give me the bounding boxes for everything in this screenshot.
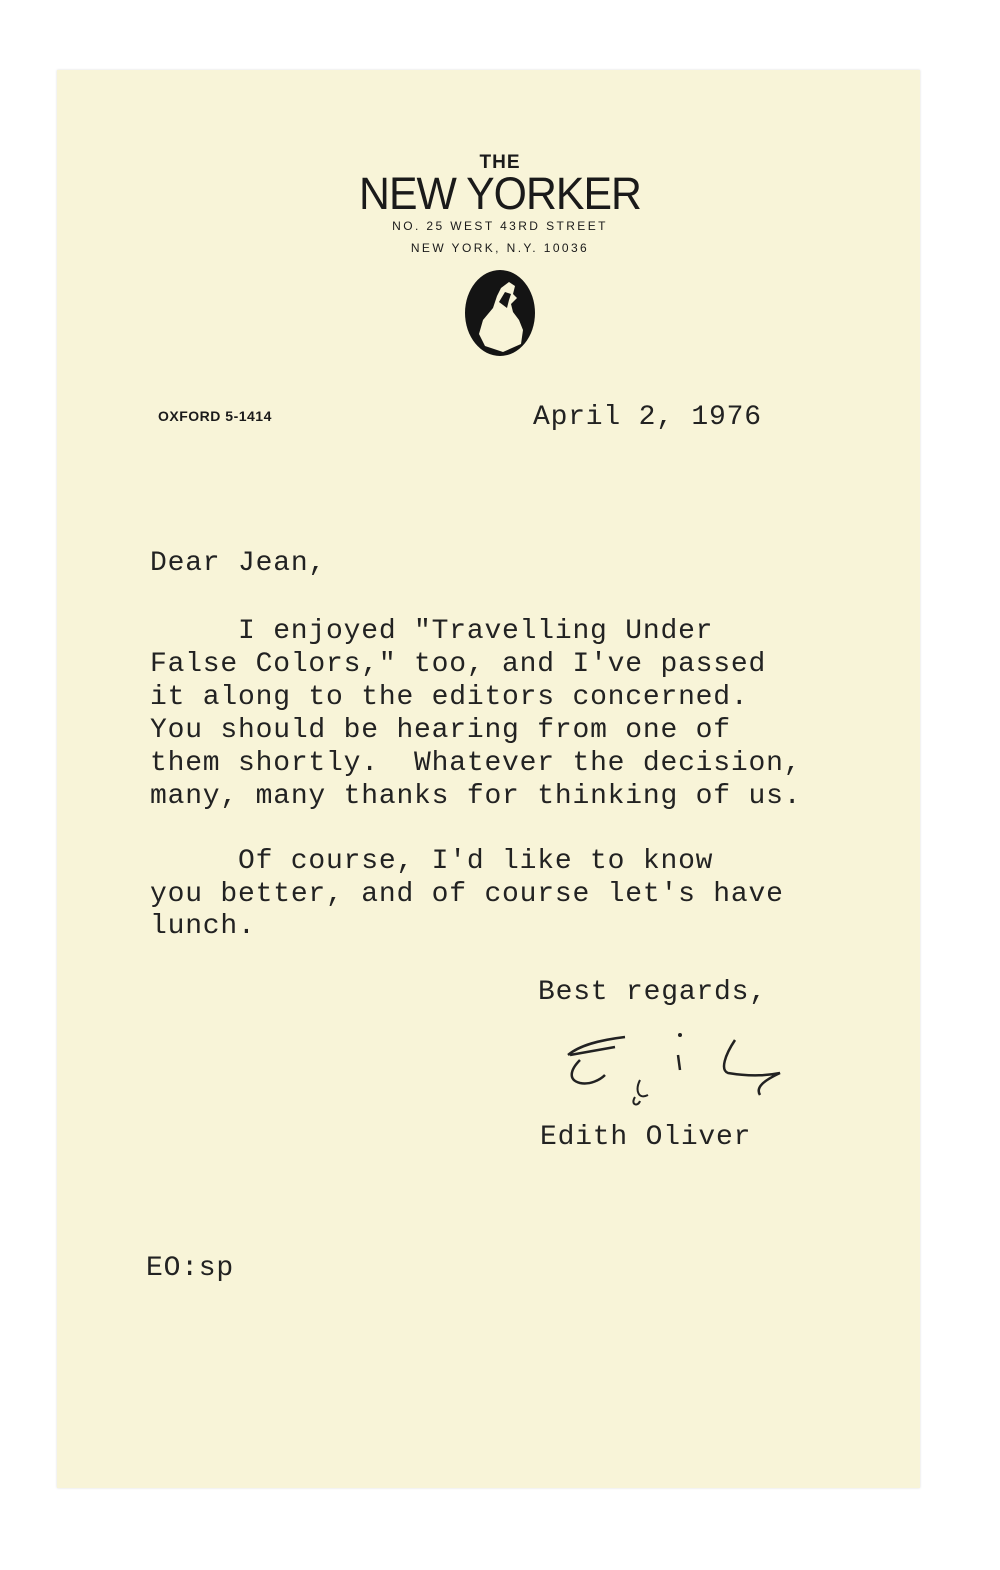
handwritten-signature xyxy=(560,1025,790,1110)
body-line: it along to the editors concerned. xyxy=(150,682,749,713)
letter-date: April 2, 1976 xyxy=(533,402,762,433)
closing: Best regards, xyxy=(538,977,767,1008)
typist-initials: EO:sp xyxy=(146,1253,235,1284)
letterhead-the: THE xyxy=(479,152,521,173)
body-line: Of course, I'd like to know xyxy=(238,846,714,877)
body-line: I enjoyed "Travelling Under xyxy=(238,616,714,647)
letterhead-address-line1: NO. 25 WEST 43RD STREET xyxy=(392,219,608,233)
letterhead-phone: OXFORD 5-1414 xyxy=(158,408,272,424)
cameo-logo-icon xyxy=(463,268,537,358)
signer-name: Edith Oliver xyxy=(540,1122,752,1153)
body-line: them shortly. Whatever the decision, xyxy=(150,748,802,779)
body-line: You should be hearing from one of xyxy=(150,715,731,746)
letterhead-name: NEW YORKER xyxy=(359,168,641,219)
salutation: Dear Jean, xyxy=(150,548,327,579)
letterhead-address-line2: NEW YORK, N.Y. 10036 xyxy=(410,241,590,255)
body-line: you better, and of course let's have xyxy=(150,879,784,910)
body-line: False Colors," too, and I've passed xyxy=(150,649,767,680)
body-line: many, many thanks for thinking of us. xyxy=(150,781,802,812)
body-line: lunch. xyxy=(150,911,256,942)
